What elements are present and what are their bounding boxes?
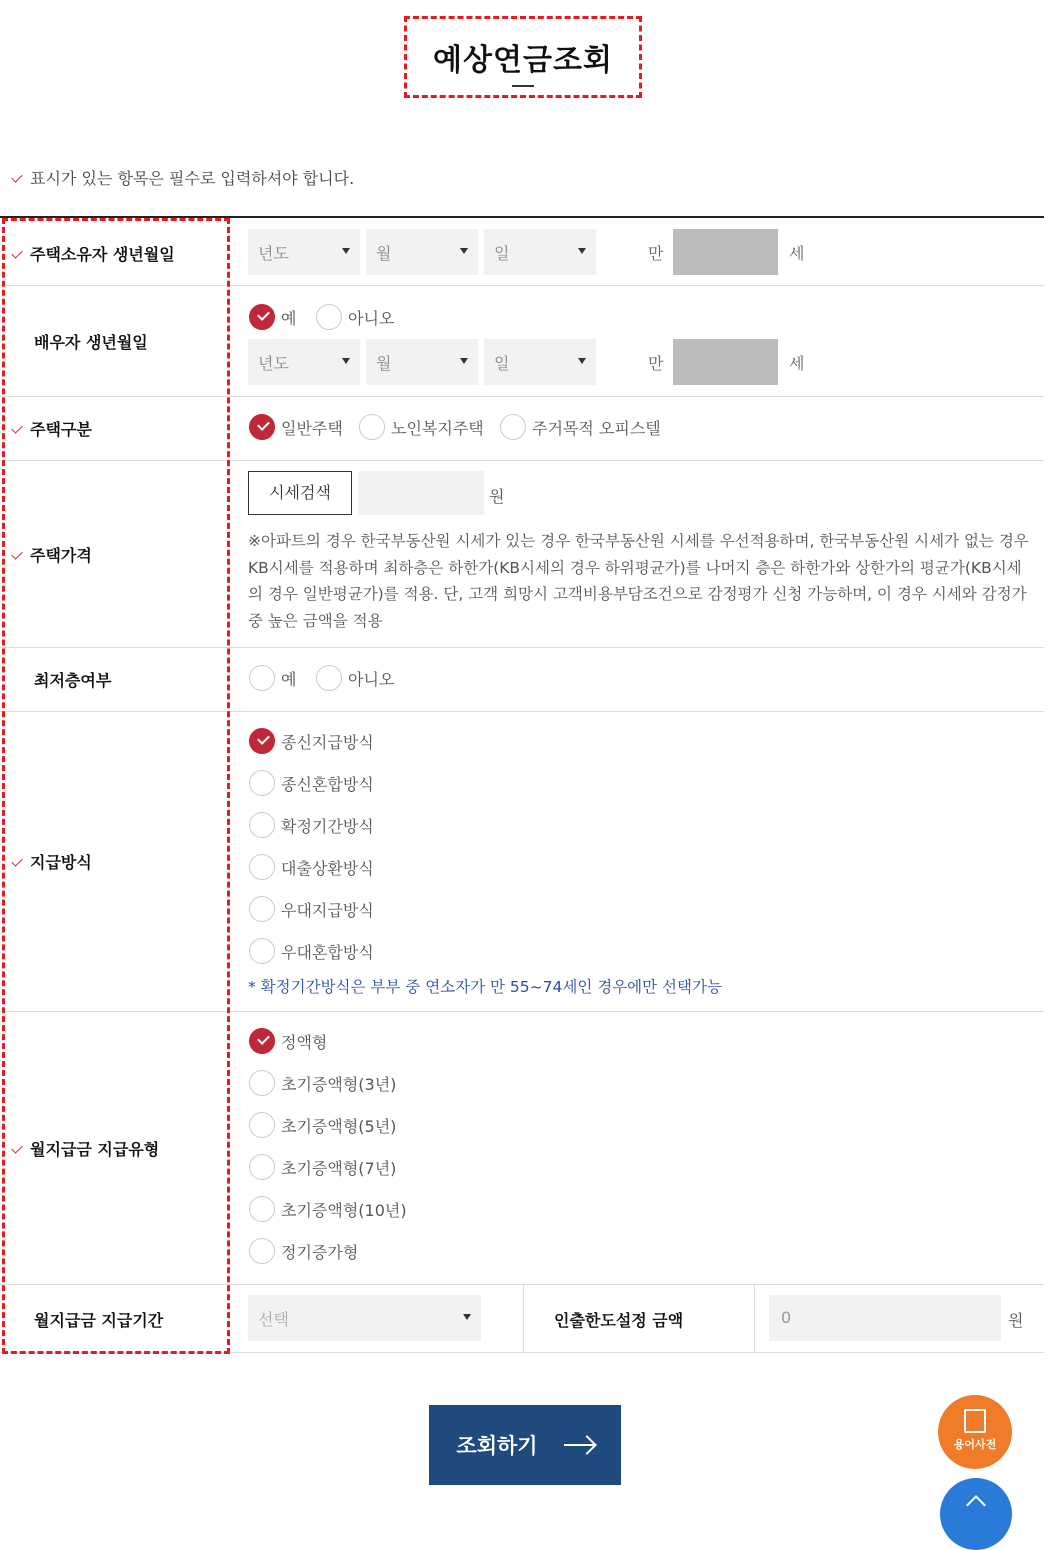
radio-icon — [249, 1070, 275, 1096]
monthly-option-label: 초기증액형(5년) — [281, 1116, 397, 1136]
monthly-option-label: 정기증가형 — [281, 1242, 359, 1262]
owner-day-select[interactable] — [484, 229, 596, 275]
monthly-period-value: 선택 — [258, 1310, 289, 1329]
lookup-button[interactable] — [429, 1405, 621, 1485]
price-notice: ※아파트의 경우 한국부동산원 시세가 있는 경우 한국부동산원 시세를 우선적용하며, 한국부동산원 시세가 없는 경우 KB시세를 적용하며 최하층은 하한가(KB시세의 경우 하위평균가)를 나머지 층은 하한가와 상한가의 평균가(KB시세의 경우 일반평균가)를 적용. 단, 고객 희망시 고객비용부담조건으로 감정평가 신청 가능하며, 이 경우 시세와 감정가 중 높은 금액을 적용 — [248, 532, 1029, 630]
monthly-option-early-10y[interactable] — [249, 1196, 407, 1222]
payment-option-label: 확정기간방식 — [281, 816, 374, 836]
house-type-option-senior[interactable] — [359, 414, 484, 440]
arrow-right-icon — [564, 1444, 594, 1446]
dictionary-label: 용어사전 — [953, 1438, 997, 1451]
owner-age-suffix: 세 — [789, 244, 805, 263]
house-type-option-label: 일반주택 — [281, 418, 343, 438]
chevron-down-icon — [460, 248, 468, 254]
monthly-type-label-text: 월지급금 지급유형 — [30, 1140, 160, 1159]
radio-icon — [249, 770, 275, 796]
monthly-option-label: 초기증액형(10년) — [281, 1200, 407, 1220]
radio-icon — [249, 854, 275, 880]
payment-option-label: 대출상환방식 — [281, 858, 374, 878]
lowest-floor-no-label: 아니오 — [348, 669, 395, 689]
owner-year-value: 년도 — [258, 244, 289, 263]
spouse-month-select[interactable] — [366, 339, 478, 385]
radio-icon — [249, 812, 275, 838]
spouse-year-select[interactable] — [248, 339, 360, 385]
spouse-day-select[interactable] — [484, 339, 596, 385]
monthly-option-label: 초기증액형(3년) — [281, 1074, 397, 1094]
house-type-option-officetel[interactable] — [500, 414, 661, 440]
house-type-option-label: 주거목적 오피스텔 — [532, 418, 661, 438]
withdraw-limit-value: 0 — [781, 1308, 792, 1327]
spouse-age-suffix: 세 — [789, 354, 805, 373]
lowest-floor-label: 최저층여부 — [34, 671, 112, 690]
spouse-age-output — [673, 339, 778, 385]
check-icon — [11, 171, 22, 182]
spouse-age-prefix: 만 — [648, 354, 664, 373]
owner-age-output — [673, 229, 778, 275]
radio-icon — [249, 1112, 275, 1138]
chevron-down-icon — [342, 358, 350, 364]
payment-method-note: * 확정기간방식은 부부 중 연소자가 만 55~74세인 경우에만 선택가능 — [248, 978, 722, 996]
payment-option-lifetime[interactable] — [249, 728, 374, 754]
required-note-text: 표시가 있는 항목은 필수로 입력하셔야 합니다. — [30, 169, 355, 188]
monthly-option-early-5y[interactable] — [249, 1112, 396, 1138]
payment-option-preferred-mixed[interactable] — [249, 938, 374, 964]
radio-icon — [500, 414, 526, 440]
house-type-option-label: 노인복지주택 — [391, 418, 484, 438]
page-title-box — [404, 16, 642, 98]
monthly-period-select[interactable] — [248, 1295, 481, 1341]
radio-icon — [249, 938, 275, 964]
radio-icon — [316, 665, 342, 691]
chevron-down-icon — [578, 248, 586, 254]
monthly-period-label: 월지급금 지급기간 — [34, 1311, 164, 1330]
house-type-option-general[interactable] — [249, 414, 343, 440]
spouse-birth-label: 배우자 생년월일 — [34, 333, 148, 352]
spouse-day-value: 일 — [494, 354, 510, 373]
lowest-floor-no-radio[interactable] — [316, 665, 394, 691]
radio-icon — [316, 304, 342, 330]
monthly-option-label: 정액형 — [281, 1032, 328, 1052]
payment-option-preferred[interactable] — [249, 896, 374, 922]
house-type-label-text: 주택구분 — [30, 420, 92, 439]
lowest-floor-yes-radio[interactable] — [249, 665, 296, 691]
price-unit: 원 — [489, 487, 505, 506]
spouse-year-value: 년도 — [258, 354, 289, 373]
chevron-down-icon — [342, 248, 350, 254]
owner-birth-label-text: 주택소유자 생년월일 — [30, 245, 175, 264]
payment-option-label: 우대혼합방식 — [281, 942, 374, 962]
monthly-option-early-3y[interactable] — [249, 1070, 396, 1096]
payment-method-label-text: 지급방식 — [30, 853, 92, 872]
owner-day-value: 일 — [494, 244, 510, 263]
radio-icon — [249, 1238, 275, 1264]
monthly-option-fixed[interactable] — [249, 1028, 327, 1054]
column-divider — [523, 1285, 524, 1352]
spouse-no-radio[interactable] — [316, 304, 394, 330]
monthly-option-early-7y[interactable] — [249, 1154, 396, 1180]
owner-month-value: 월 — [376, 244, 392, 263]
payment-option-label: 종신혼합방식 — [281, 774, 374, 794]
lowest-floor-yes-label: 예 — [281, 669, 297, 689]
payment-option-label: 종신지급방식 — [281, 732, 374, 752]
required-note — [12, 166, 354, 189]
radio-icon — [249, 1154, 275, 1180]
dictionary-button[interactable] — [938, 1395, 1012, 1469]
book-icon — [964, 1409, 986, 1433]
house-price-input[interactable] — [358, 471, 484, 515]
monthly-option-label: 초기증액형(7년) — [281, 1158, 397, 1178]
radio-icon — [249, 665, 275, 691]
radio-checked-icon — [249, 414, 275, 440]
price-search-button[interactable]: 시세검색 — [248, 471, 352, 515]
spouse-no-label: 아니오 — [348, 308, 395, 328]
spouse-yes-radio[interactable] — [249, 304, 296, 330]
title-underline — [512, 85, 534, 87]
owner-month-select[interactable] — [366, 229, 478, 275]
radio-icon — [359, 414, 385, 440]
owner-year-select[interactable] — [248, 229, 360, 275]
payment-option-label: 우대지급방식 — [281, 900, 374, 920]
radio-checked-icon — [249, 304, 275, 330]
house-price-label-text: 주택가격 — [30, 546, 92, 565]
withdraw-limit-unit: 원 — [1008, 1311, 1024, 1330]
radio-checked-icon — [249, 728, 275, 754]
withdraw-limit-input[interactable] — [769, 1295, 1001, 1341]
chevron-down-icon — [460, 358, 468, 364]
column-divider — [754, 1285, 755, 1352]
radio-icon — [249, 1196, 275, 1222]
payment-option-lifetime-mixed[interactable] — [249, 770, 374, 796]
scroll-top-button[interactable] — [940, 1478, 1012, 1550]
required-fields-highlight — [2, 218, 230, 1354]
monthly-option-periodic-increase[interactable] — [249, 1238, 358, 1264]
chevron-down-icon — [463, 1314, 471, 1320]
spouse-month-value: 월 — [376, 354, 392, 373]
radio-icon — [249, 896, 275, 922]
chevron-down-icon — [578, 358, 586, 364]
page-title: 예상연금조회 — [433, 43, 613, 78]
lookup-button-label: 조회하기 — [456, 1434, 538, 1458]
payment-option-fixed-term[interactable] — [249, 812, 374, 838]
payment-option-loan-repay[interactable] — [249, 854, 374, 880]
owner-age-prefix: 만 — [648, 244, 664, 263]
spouse-yes-label: 예 — [281, 308, 297, 328]
radio-checked-icon — [249, 1028, 275, 1054]
withdraw-limit-label: 인출한도설정 금액 — [554, 1311, 684, 1330]
